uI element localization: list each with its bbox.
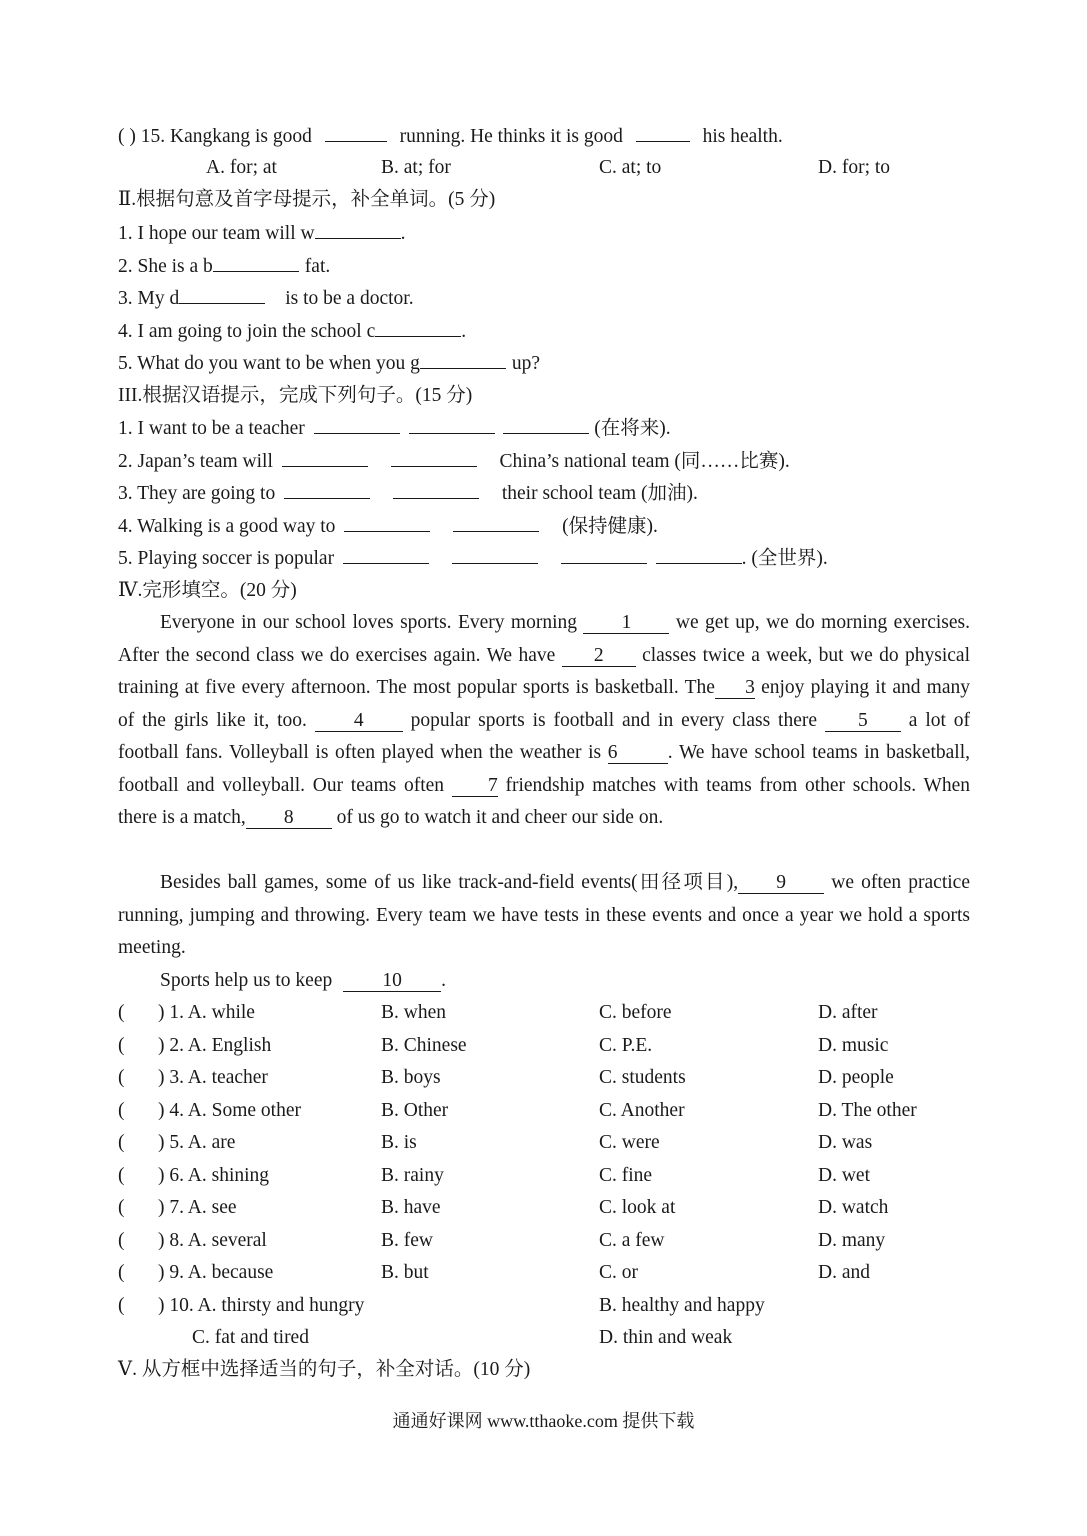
cloze-question-5: ) 5. A. are (158, 1132, 236, 1153)
q15-stem-c: his health. (702, 126, 783, 147)
item-text: 2. She is a b (118, 256, 213, 277)
cloze-q10-option-c: C. fat and tired (192, 1327, 309, 1348)
section-2-item-1 (118, 220, 970, 247)
answer-paren: ( ) (118, 126, 136, 147)
answer-blank[interactable] (656, 545, 742, 564)
passage-text: classes twice a week, but we do physical training at five every afternoon. The most popular sports is basketball. The (118, 644, 970, 698)
answer-blank[interactable] (179, 285, 265, 304)
section-4-heading: Ⅳ.完形填空。(20 分) (118, 580, 297, 601)
answer-paren: ( (118, 1099, 125, 1121)
answer-blank[interactable] (420, 350, 506, 369)
answer-paren: ( (118, 1132, 125, 1153)
cloze-q2-option-d: D. music (818, 1034, 889, 1056)
cloze-question-10: ) 10. A. thirsty and hungry (158, 1295, 365, 1316)
cloze-blank-8[interactable]: 8 (246, 808, 332, 829)
answer-paren: ( (118, 1262, 125, 1283)
item-text: . (全世界). (741, 548, 828, 569)
cloze-q9-option-c: C. or (599, 1262, 638, 1283)
cloze-q2-option-c: C. P.E. (599, 1034, 653, 1056)
answer-paren: ( (118, 1295, 125, 1316)
answer-blank[interactable] (375, 318, 461, 337)
cloze-q4-option-b: B. Other (381, 1099, 449, 1121)
item-text: 5. What do you want to be when you g (118, 353, 420, 374)
section-5-heading: Ⅴ. 从方框中选择适当的句子，补全对话。(10 分) (118, 1359, 531, 1380)
cloze-q6-option-d: D. wet (818, 1164, 870, 1186)
answer-paren: ( (118, 1197, 125, 1218)
cloze-paragraph-1 (118, 607, 970, 835)
cloze-blank-7[interactable]: 7 (452, 776, 498, 797)
cloze-question-3: ) 3. A. teacher (158, 1067, 268, 1088)
answer-blank[interactable] (561, 545, 647, 564)
answer-blank[interactable] (314, 415, 400, 434)
section-3-heading: III.根据汉语提示，完成下列句子。(15 分) (118, 385, 473, 406)
cloze-q5-option-d: D. was (818, 1132, 873, 1153)
question-15 (118, 123, 970, 150)
section-2-item-2 (118, 253, 970, 280)
item-text: 1. I want to be a teacher (118, 418, 305, 439)
cloze-question-4: ) 4. A. Some other (158, 1099, 301, 1121)
answer-paren: ( (118, 1067, 125, 1088)
section-2-item-3 (118, 285, 970, 312)
passage-text: friendship matches with teams from other schools. When there is a match, (118, 774, 971, 828)
answer-blank[interactable] (393, 480, 479, 499)
cloze-question-8: ) 8. A. several (158, 1229, 267, 1251)
passage-text: of us go to watch it and cheer our side on. (336, 807, 664, 828)
item-text: 1. I hope our team will w (118, 223, 315, 244)
cloze-q10-option-b: B. healthy and happy (599, 1295, 765, 1316)
section-3-item-4 (118, 513, 970, 540)
item-text: (在将来). (594, 418, 671, 439)
cloze-question-6: ) 6. A. shining (158, 1164, 270, 1186)
answer-blank[interactable] (325, 123, 387, 142)
item-text: 4. I am going to join the school c (118, 321, 376, 342)
passage-text: enjoy playing it and many of the girls like it, too. (118, 677, 970, 731)
answer-blank[interactable] (391, 448, 477, 467)
item-text: their school team (加油). (501, 483, 698, 504)
cloze-paragraph-3 (118, 968, 970, 994)
answer-paren: ( (118, 1229, 125, 1251)
cloze-blank-9[interactable]: 9 (738, 873, 824, 894)
cloze-question-7: ) 7. A. see (158, 1197, 237, 1218)
cloze-blank-6[interactable]: 6 (608, 743, 668, 764)
cloze-q7-option-c: C. look at (599, 1197, 676, 1218)
cloze-q6-option-c: C. fine (599, 1164, 653, 1186)
cloze-q5-option-b: B. is (381, 1132, 417, 1153)
item-text: is to be a doctor. (285, 288, 414, 309)
q15-option-a: A. for; at (206, 157, 277, 178)
cloze-q9-option-b: B. but (381, 1262, 429, 1283)
answer-blank[interactable] (315, 220, 401, 239)
item-text: 3. My d (118, 288, 180, 309)
item-text: 2. Japan’s team will (118, 451, 273, 472)
q15-option-d: D. for; to (818, 157, 891, 178)
section-3-item-1 (118, 415, 970, 442)
answer-paren: ( (118, 1164, 125, 1186)
section-3-item-3 (118, 480, 970, 507)
q15-stem-b: running. He thinks it is good (399, 126, 623, 147)
section-2-heading: Ⅱ.根据句意及首字母提示，补全单词。(5 分) (118, 189, 496, 210)
item-text: up? (511, 353, 540, 374)
cloze-q4-option-d: D. The other (818, 1099, 917, 1121)
cloze-question-1: ) 1. A. while (158, 1002, 255, 1023)
cloze-question-2: ) 2. A. English (158, 1034, 272, 1056)
item-text: 5. Playing soccer is popular (118, 548, 335, 569)
cloze-blank-3[interactable]: 3 (715, 678, 755, 699)
answer-blank[interactable] (343, 545, 429, 564)
cloze-q5-option-c: C. were (599, 1132, 660, 1153)
q15-option-c: C. at; to (599, 157, 662, 178)
section-2-item-4 (118, 318, 970, 345)
item-text: . (400, 223, 406, 244)
cloze-q3-option-c: C. students (599, 1067, 686, 1088)
cloze-blank-5[interactable]: 5 (825, 711, 901, 732)
cloze-q1-option-d: D. after (818, 1002, 878, 1023)
cloze-q9-option-d: D. and (818, 1262, 870, 1283)
passage-text: . We have school teams in basketball, football and volleyball. Our teams often (118, 742, 970, 796)
passage-text: we get up, we do morning exercises. After the second class we do exercises again. We have (118, 612, 971, 666)
passage-text: popular sports is football and in every class there (410, 709, 818, 731)
passage-text: Sports help us to keep (160, 970, 333, 991)
cloze-q10-option-d: D. thin and weak (599, 1327, 733, 1348)
cloze-q7-option-b: B. have (381, 1197, 441, 1218)
cloze-q7-option-d: D. watch (818, 1197, 889, 1218)
q15-stem-a: 15. Kangkang is good (140, 126, 312, 147)
section-3-item-5 (118, 545, 970, 572)
cloze-blank-4[interactable]: 4 (315, 711, 403, 732)
passage-text: Everyone in our school loves sports. Every morning (160, 612, 578, 633)
answer-blank[interactable] (282, 448, 368, 467)
answer-blank[interactable] (284, 480, 370, 499)
item-text: 4. Walking is a good way to (118, 516, 336, 537)
passage-text: Besides ball games, some of us like track-and-field events(田径项目), (160, 872, 739, 893)
answer-blank[interactable] (503, 415, 589, 434)
answer-paren: ( (118, 1034, 125, 1056)
section-2-item-5 (118, 350, 970, 377)
cloze-q1-option-b: B. when (381, 1002, 446, 1023)
cloze-q8-option-c: C. a few (599, 1229, 665, 1251)
answer-blank[interactable] (344, 513, 430, 532)
cloze-q3-option-d: D. people (818, 1067, 894, 1088)
cloze-blank-2[interactable]: 2 (562, 646, 636, 667)
passage-text: . (441, 970, 446, 991)
passage-text: we often practice running, jumping and throwing. Every team we have tests in these events and once a year we hold a sports meeting. (118, 872, 970, 958)
q15-option-b: B. at; for (381, 157, 451, 178)
answer-blank[interactable] (453, 513, 539, 532)
cloze-question-9: ) 9. A. because (158, 1262, 274, 1283)
page-footer: 通通好课网 www.tthaoke.com 提供下载 (392, 1411, 695, 1431)
cloze-paragraph-2 (118, 867, 970, 965)
item-text: . (461, 321, 467, 342)
cloze-q8-option-b: B. few (381, 1229, 433, 1251)
cloze-q4-option-c: C. Another (599, 1099, 685, 1121)
item-text: (保持健康). (562, 516, 658, 537)
item-text: China’s national team (同……比赛). (499, 451, 790, 472)
cloze-q8-option-d: D. many (818, 1229, 886, 1251)
answer-paren: ( (118, 1002, 125, 1023)
item-text: 3. They are going to (118, 483, 276, 504)
item-text: fat. (304, 256, 331, 277)
cloze-q6-option-b: B. rainy (381, 1164, 444, 1186)
answer-blank[interactable] (213, 253, 299, 272)
cloze-q2-option-b: B. Chinese (381, 1034, 467, 1056)
answer-blank[interactable] (636, 123, 690, 142)
passage-text: a lot of football fans. Volleyball is often played when the weather is (118, 709, 971, 763)
cloze-blank-1[interactable]: 1 (583, 613, 669, 634)
answer-blank[interactable] (452, 545, 538, 564)
answer-blank[interactable] (409, 415, 495, 434)
cloze-q1-option-c: C. before (599, 1002, 672, 1023)
cloze-q3-option-b: B. boys (381, 1067, 441, 1088)
section-3-item-2 (118, 448, 970, 475)
cloze-blank-10[interactable]: 10 (343, 971, 441, 992)
